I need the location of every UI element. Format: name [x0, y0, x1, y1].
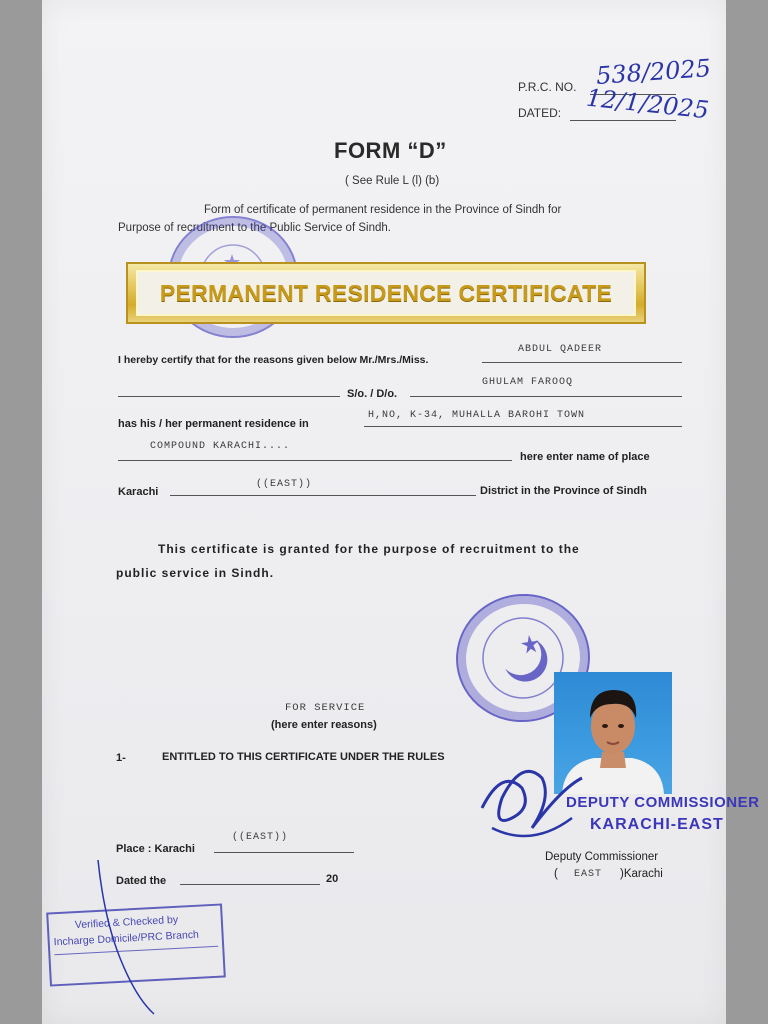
officer-district: EAST: [574, 869, 603, 880]
name-value: ABDUL QADEER: [518, 344, 603, 355]
dated-the-line: [180, 884, 320, 885]
intro-line-1: Form of certificate of permanent residence in the Province of Sindh for: [204, 204, 562, 216]
reason-item-text: ENTITLED TO THIS CERTIFICATE UNDER THE RULES: [162, 751, 445, 763]
place-value: ((EAST)): [232, 832, 289, 843]
intro-line-2: Purpose of recruitment to the Public Service of Sindh.: [118, 222, 391, 234]
place-label: Place : Karachi: [116, 843, 195, 855]
form-title: FORM “D”: [334, 138, 447, 163]
prc-no-label: P.R.C. NO.: [518, 80, 577, 94]
dated-label: DATED:: [518, 106, 562, 120]
district-value: ((EAST)): [256, 479, 313, 490]
place-hint: here enter name of place: [520, 451, 650, 463]
dated-value: 12/1/2025: [584, 83, 711, 125]
address-line-1: [364, 426, 682, 427]
officer-title: Deputy Commissioner: [545, 851, 659, 863]
form-rule: ( See Rule L (l) (b): [345, 175, 440, 187]
pen-stroke-icon: [90, 858, 170, 1018]
so-label: S/o. / D/o.: [347, 388, 398, 400]
karachi-label: Karachi: [118, 486, 159, 498]
father-line: [410, 396, 682, 397]
father-value: GHULAM FAROOQ: [482, 377, 574, 388]
stamp-line-2: KARACHI-EAST: [590, 816, 724, 833]
stamp-line-1: DEPUTY COMMISSIONER: [566, 794, 760, 811]
dated-year: 20: [326, 873, 339, 885]
reason-hint: (here enter reasons): [271, 719, 377, 731]
reason-item-number: 1-: [116, 752, 126, 764]
certify-label: I hereby certify that for the reasons given below Mr./Mrs./Miss.: [118, 354, 429, 366]
residence-label: has his / her permanent residence in: [118, 418, 309, 430]
officer-city: )Karachi: [620, 868, 663, 880]
grant-line-2: public service in Sindh.: [116, 566, 275, 580]
district-label: District in the Province of Sindh: [480, 485, 647, 497]
address-line-2: [118, 460, 512, 461]
district-line: [170, 495, 476, 496]
address-value-2: COMPOUND KARACHI....: [150, 441, 291, 452]
prc-no-value: 538/2025: [595, 54, 712, 90]
officer-paren-open: (: [554, 868, 558, 880]
dated-the-label: Dated the: [116, 875, 167, 887]
name-line: [482, 362, 682, 363]
verify-line-2: Incharge Domicile/PRC Branch: [53, 928, 200, 949]
dated-line: [570, 120, 676, 121]
certificate-banner: [126, 262, 646, 324]
reason-value: FOR SERVICE: [285, 702, 366, 714]
place-line: [214, 852, 354, 853]
grant-line-1: This certificate is granted for the purpose of recruitment to the: [158, 542, 580, 556]
banner-title: PERMANENT RESIDENCE CERTIFICATE: [159, 279, 613, 306]
so-blank-line: [118, 396, 340, 397]
address-value-1: H,NO, K-34, MUHALLA BAROHI TOWN: [368, 410, 586, 421]
verify-line-1: Verified & Checked by: [74, 913, 179, 932]
